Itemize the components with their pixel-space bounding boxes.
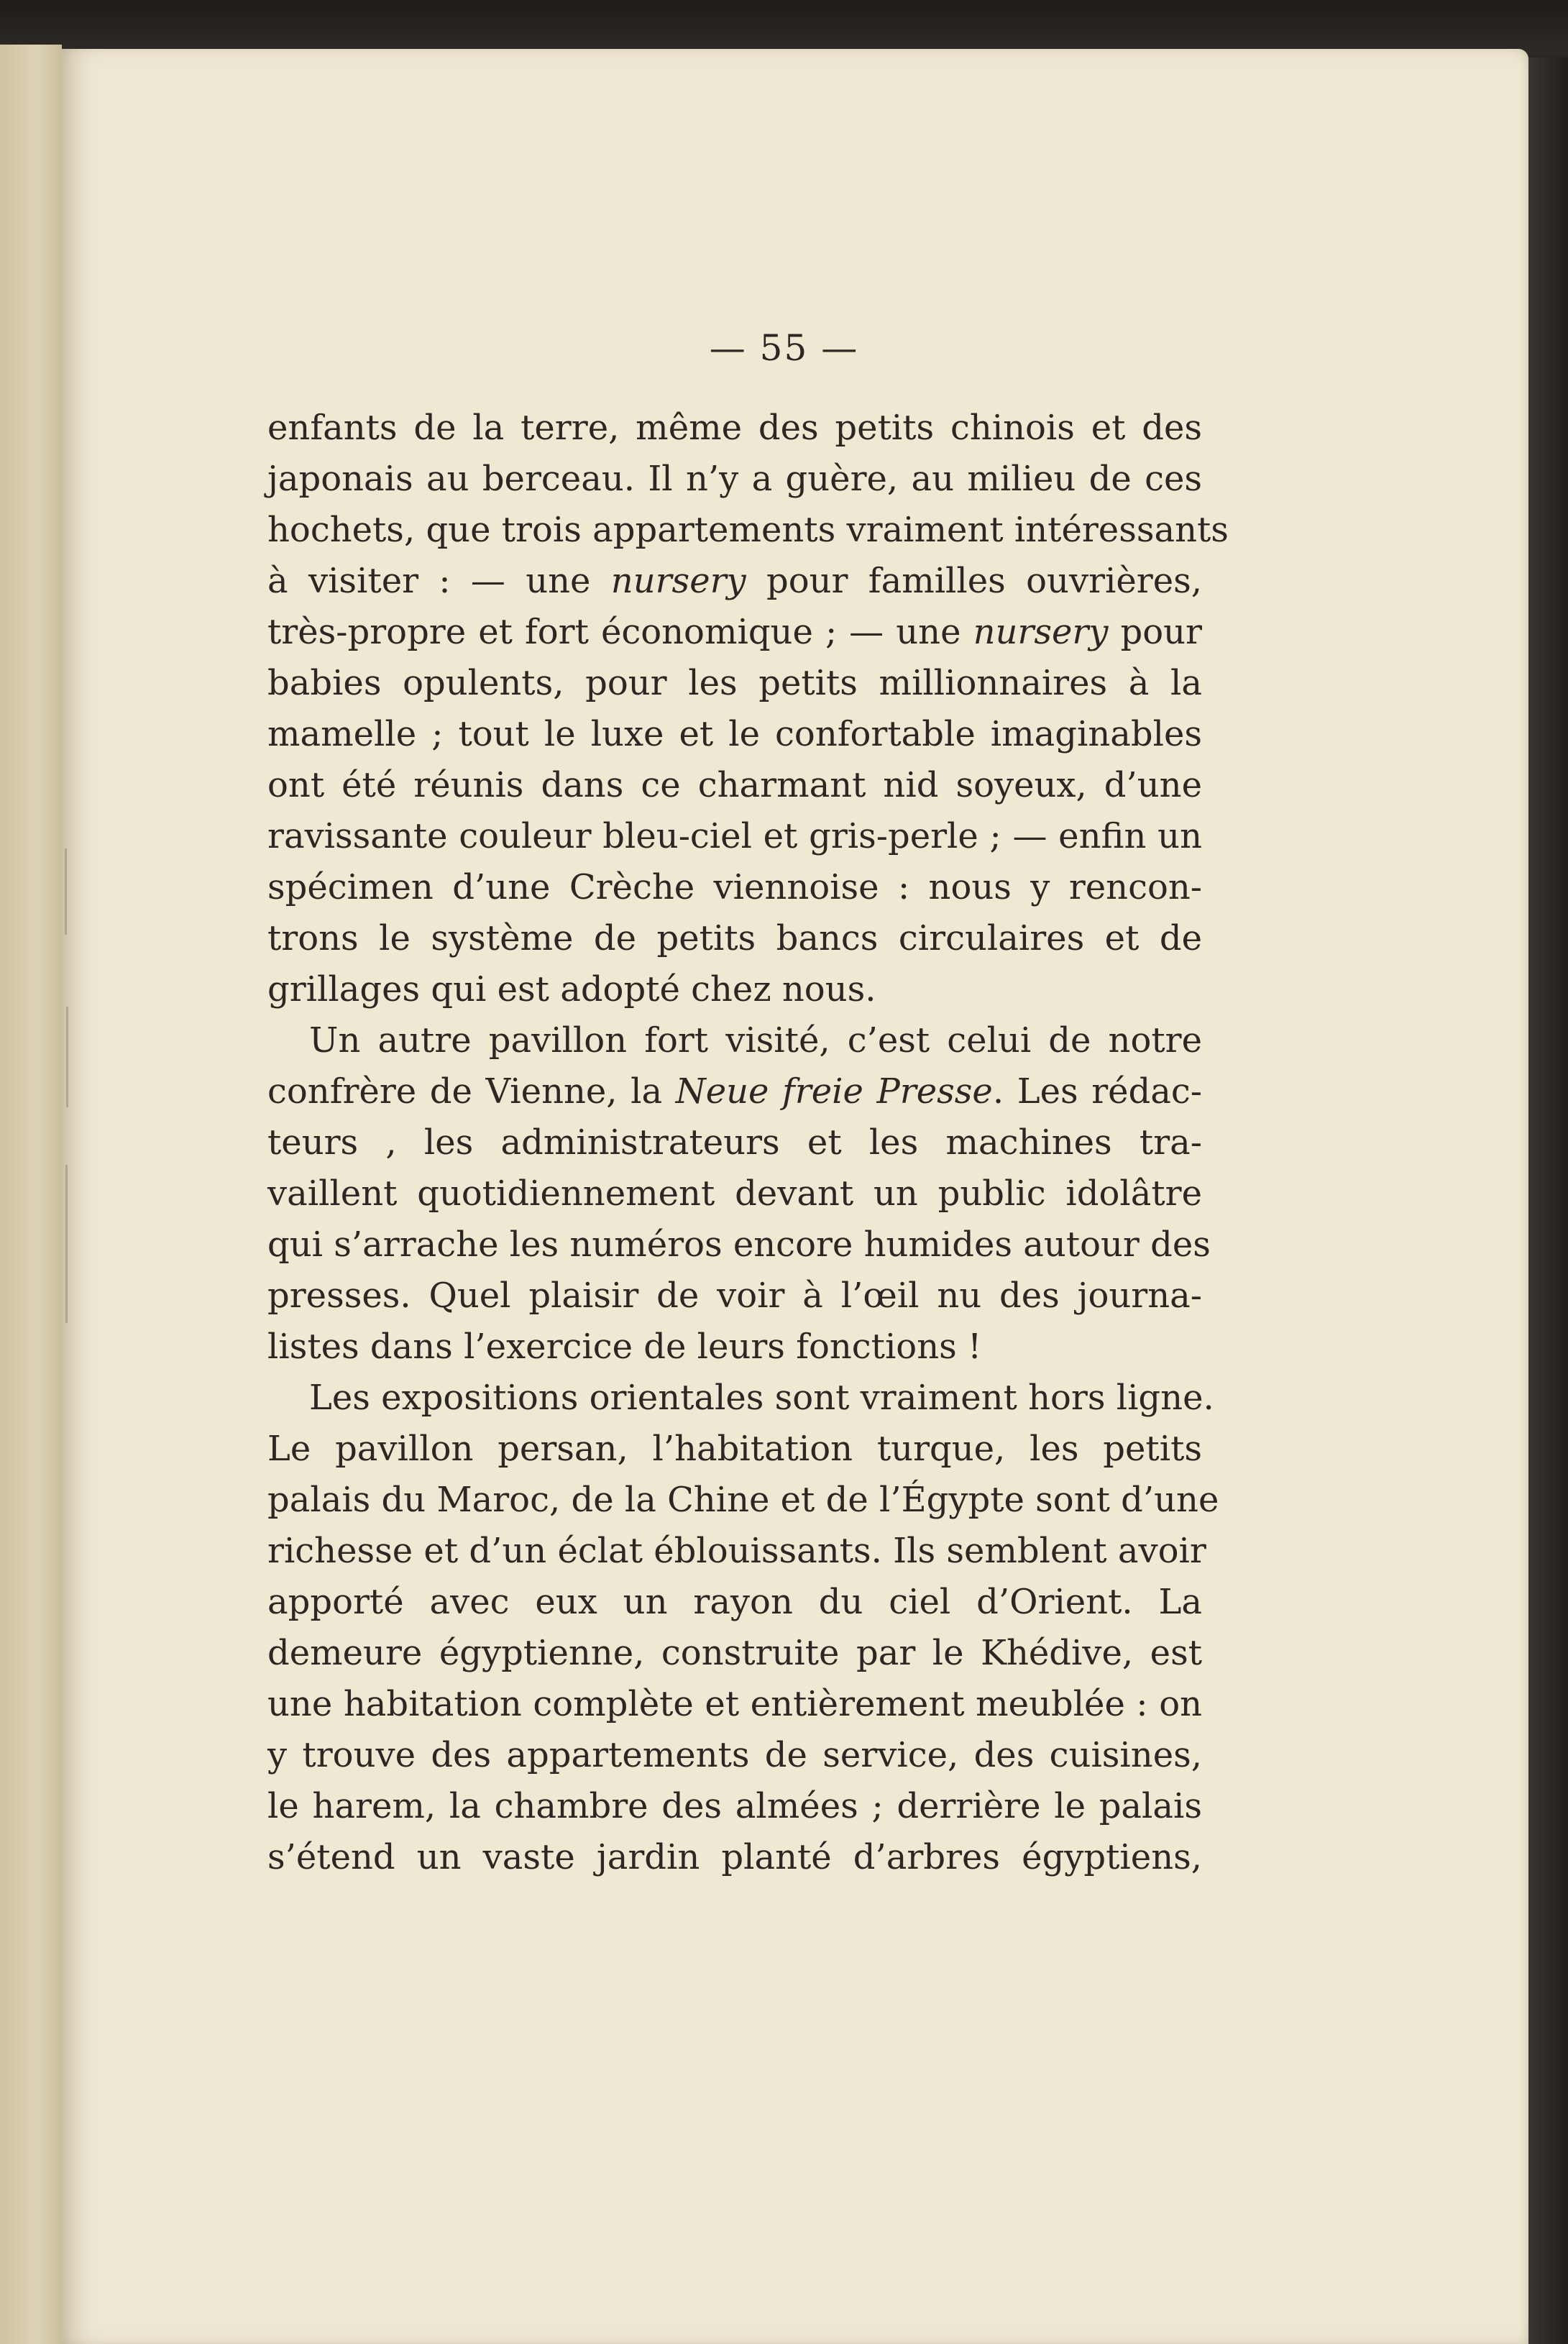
text-line: hochets, que trois appartements vraiment intéressants — [267, 510, 1229, 550]
body-text — [267, 403, 1229, 1883]
paragraph — [267, 1373, 1219, 1883]
text-line: à visiter : — une nursery pour familles ouvrières, — [267, 561, 1203, 601]
text-line: enfants de la terre, même des petits chinois et des — [267, 408, 1202, 448]
italic-term: nursery — [610, 561, 746, 601]
text-line: demeure égyptienne, construite par le Khédive, est — [267, 1633, 1202, 1673]
text-line: mamelle ; tout le luxe et le confortable imaginables — [267, 714, 1202, 754]
italic-term: nursery — [973, 612, 1109, 652]
text-line: teurs , les administrateurs et les machines tra- — [267, 1122, 1202, 1163]
text-line: Un autre pavillon fort visité, c’est celui de notre — [309, 1020, 1202, 1061]
text-line: Le pavillon persan, l’habitation turque, les petits — [267, 1429, 1202, 1469]
text-line: listes dans l’exercice de leurs fonctions ! — [267, 1327, 982, 1367]
text-line: japonais au berceau. Il n’y a guère, au milieu de ces — [267, 459, 1202, 499]
text-line: qui s’arrache les numéros encore humides autour des — [267, 1224, 1211, 1265]
gutter-mark — [66, 1007, 68, 1107]
gutter-mark — [65, 1165, 68, 1323]
text-line: ont été réunis dans ce charmant nid soyeux, d’une — [267, 765, 1202, 805]
text-line: y trouve des appartements de service, des cuisines, — [267, 1735, 1202, 1775]
text-line: spécimen d’une Crèche viennoise : nous y rencon- — [267, 867, 1202, 907]
italic-title: Neue freie Presse — [675, 1071, 993, 1112]
text-line: s’étend un vaste jardin planté d’arbres égyptiens, — [267, 1837, 1202, 1877]
text-line: Les expositions orientales sont vraiment hors ligne. — [309, 1378, 1214, 1418]
scan-background-top — [0, 0, 1568, 54]
text-line: presses. Quel plaisir de voir à l’œil nu des journa- — [267, 1276, 1202, 1316]
paragraph — [267, 403, 1229, 1015]
facing-page-edge — [0, 45, 62, 2344]
text-line: grillages qui est adopté chez nous. — [267, 969, 876, 1010]
gutter-mark — [65, 848, 67, 935]
text-line: babies opulents, pour les petits millionnaires à la — [267, 663, 1202, 703]
text-line: ravissante couleur bleu-ciel et gris-perle ; — enfin un — [267, 816, 1202, 856]
text-line: trons le système de petits bancs circulaires et de — [267, 918, 1202, 958]
text-line: vaillent quotidiennement devant un public idolâtre — [267, 1173, 1202, 1214]
paragraph — [267, 1015, 1211, 1373]
text-line: très-propre et fort économique ; — une nursery pour — [267, 612, 1202, 652]
text-line: une habitation complète et entièrement meublée : on — [267, 1684, 1202, 1724]
text-line: apporté avec eux un rayon du ciel d’Orient. La — [267, 1582, 1202, 1622]
text-line: palais du Maroc, de la Chine et de l’Égypte sont d’une — [267, 1480, 1219, 1520]
text-line: richesse et d’un éclat éblouissants. Ils semblent avoir — [267, 1531, 1206, 1571]
scan-background-right — [1528, 58, 1568, 2344]
text-line: le harem, la chambre des almées ; derrière le palais — [267, 1786, 1202, 1826]
text-line: confrère de Vienne, la Neue freie Presse. Les rédac- — [267, 1071, 1203, 1112]
page-number: — 55 — — [709, 327, 859, 369]
